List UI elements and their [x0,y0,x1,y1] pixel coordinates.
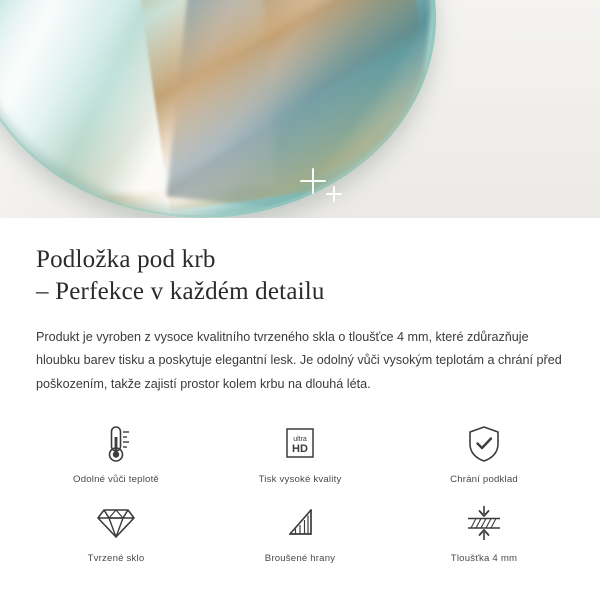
ultra-hd-icon [279,422,321,466]
feature-item-temperature [24,422,208,485]
shield-check-icon [464,422,504,466]
glass-board-image [0,0,436,218]
hero-image [0,0,600,218]
feature-label: Odolné vůči teplotě [73,473,159,485]
feature-item-tempered-glass [24,501,208,564]
feature-label: Broušené hrany [264,552,336,564]
svg-text:HD: HD [292,442,308,455]
feature-item-print-quality [208,422,392,485]
thermometer-icon [96,422,136,466]
content-block [0,218,600,396]
feature-label: Tisk vysoké kvality [258,473,342,485]
feature-item-polished-edges [208,501,392,564]
page-title-line-2: – Perfekce v každém detailu [36,278,325,305]
feature-label: Tvrzené sklo [87,552,145,564]
feature-label: Tloušťka 4 mm [450,552,518,564]
feature-grid [0,422,600,564]
feature-label: Chrání podklad [450,473,518,485]
product-description: Produkt je vyroben z vysoce kvalitního tvrzeného skla o tloušťce 4 mm, které zdůrazňuje hloubku barev tisku a poskytuje elegantní lesk. Je odolný vůči vysokým teplotám a chrání před poškozením, takže zajistí prostor kolem krbu na dlouhá léta. [36,330,562,391]
feature-item-thickness [392,501,576,564]
svg-text:ultra: ultra [293,435,307,443]
polished-edges-icon [278,501,322,545]
thickness-icon [462,501,506,545]
diamond-icon [94,501,138,545]
page-title [36,244,564,308]
feature-item-protection [392,422,576,485]
page-title-line-1: Podložka pod krb [36,246,216,273]
